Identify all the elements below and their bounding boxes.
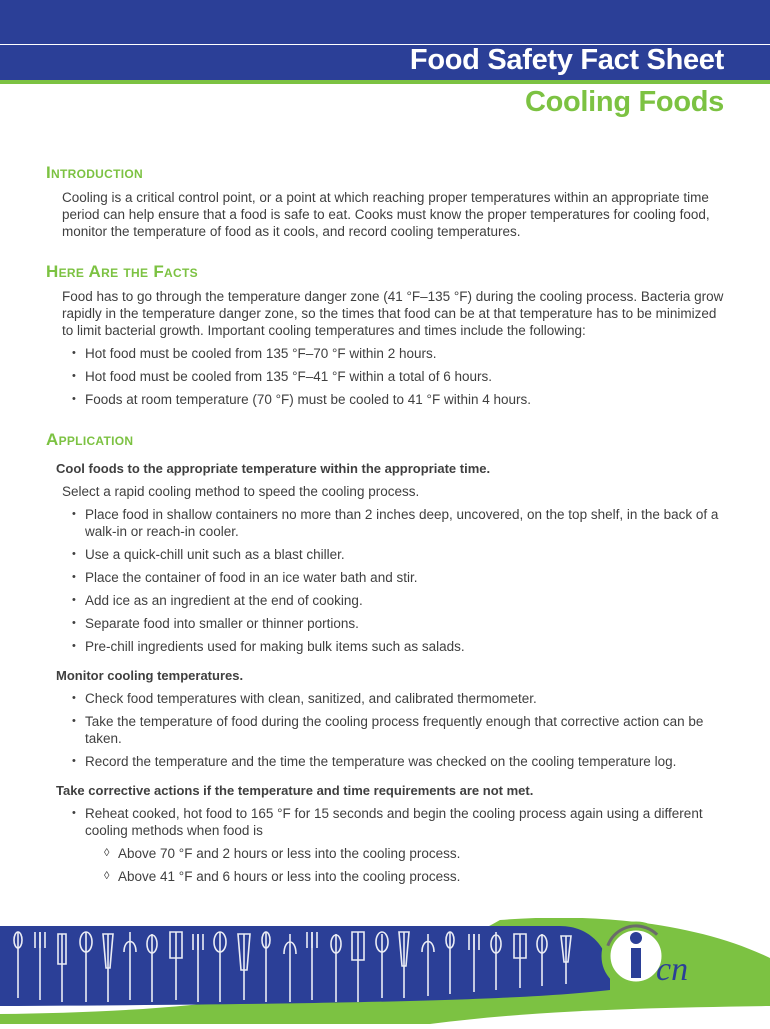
list-item: • Hot food must be cooled from 135 °F–41 °F within a total of 6 hours. (72, 369, 493, 384)
top-banner (0, 0, 770, 44)
monitor-subheading: Monitor cooling temperatures. (56, 668, 244, 683)
monitor-list (46, 690, 726, 770)
sub-list-item: ◊ Above 70 °F and 2 hours or less into the cooling process. (104, 846, 461, 861)
list-item: • Pre-chill ingredients used for making bulk items such as salads. (72, 639, 465, 654)
list-item: • Take the temperature of food during the cooling process frequently enough that corrective action can be taken. (72, 714, 704, 746)
list-item: • Separate food into smaller or thinner portions. (72, 616, 359, 631)
facts-heading: Here Are the Facts (46, 262, 198, 281)
sub-list-item: ◊ Above 41 °F and 6 hours or less into the cooling process. (104, 869, 461, 884)
intro-text: Cooling is a critical control point, or a point at which reaching proper temperatures within an appropriate time period can help ensure that a food is safe to eat. Cooks must know the proper temperatures for cooling food, monitor the temperature of food as it cools, and record cooling temperatures. (62, 190, 710, 239)
list-item: • Check food temperatures with clean, sanitized, and calibrated thermometer. (72, 691, 537, 706)
list-item: • Place the container of food in an ice water bath and stir. (72, 570, 418, 585)
intro-heading: Introduction (46, 163, 143, 182)
facts-list (46, 345, 726, 408)
list-item: • Add ice as an ingredient at the end of cooking. (72, 593, 363, 608)
application-heading: Application (46, 430, 134, 449)
list-item: • Reheat cooked, hot food to 165 °F for 15 seconds and begin the cooling process again using a different cooling methods when food is (72, 806, 703, 838)
corrective-sub-list (46, 845, 726, 885)
cool-list (46, 506, 726, 655)
list-item: • Use a quick-chill unit such as a blast chiller. (72, 547, 345, 562)
corrective-subheading: Take corrective actions if the temperature and time requirements are not met. (56, 783, 534, 798)
icn-logo (600, 918, 730, 1008)
corrective-list (46, 805, 726, 839)
sheet-subtitle: Cooling Foods (524, 86, 724, 118)
list-item: • Hot food must be cooled from 135 °F–70 °F within 2 hours. (72, 346, 437, 361)
title-band-accent-line (0, 80, 770, 84)
sheet-title: Food Safety Fact Sheet (409, 44, 724, 76)
list-item: • Record the temperature and the time the temperature was checked on the cooling temperature log. (72, 754, 677, 769)
footer-utensil-band (0, 918, 770, 1024)
cool-subheading: Cool foods to the appropriate temperature within the appropriate time. (56, 461, 491, 476)
cool-intro: Select a rapid cooling method to speed the cooling process. (62, 484, 420, 499)
facts-text: Food has to go through the temperature danger zone (41 °F–135 °F) during the cooling process. Bacteria grow rapidly in the temperature danger zone, so the times that food can be at that temperature has to be minimized to limit bacterial growth. Important cooling temperatures and times include the following: (62, 289, 724, 338)
list-item: • Foods at room temperature (70 °F) must be cooled to 41 °F within 4 hours. (72, 392, 532, 407)
main-content (46, 163, 726, 885)
svg-text:cn: cn (656, 951, 689, 988)
list-item: • Place food in shallow containers no more than 2 inches deep, uncovered, on the top shelf, in the back of a walk-in or reach-in cooler. (72, 507, 719, 539)
